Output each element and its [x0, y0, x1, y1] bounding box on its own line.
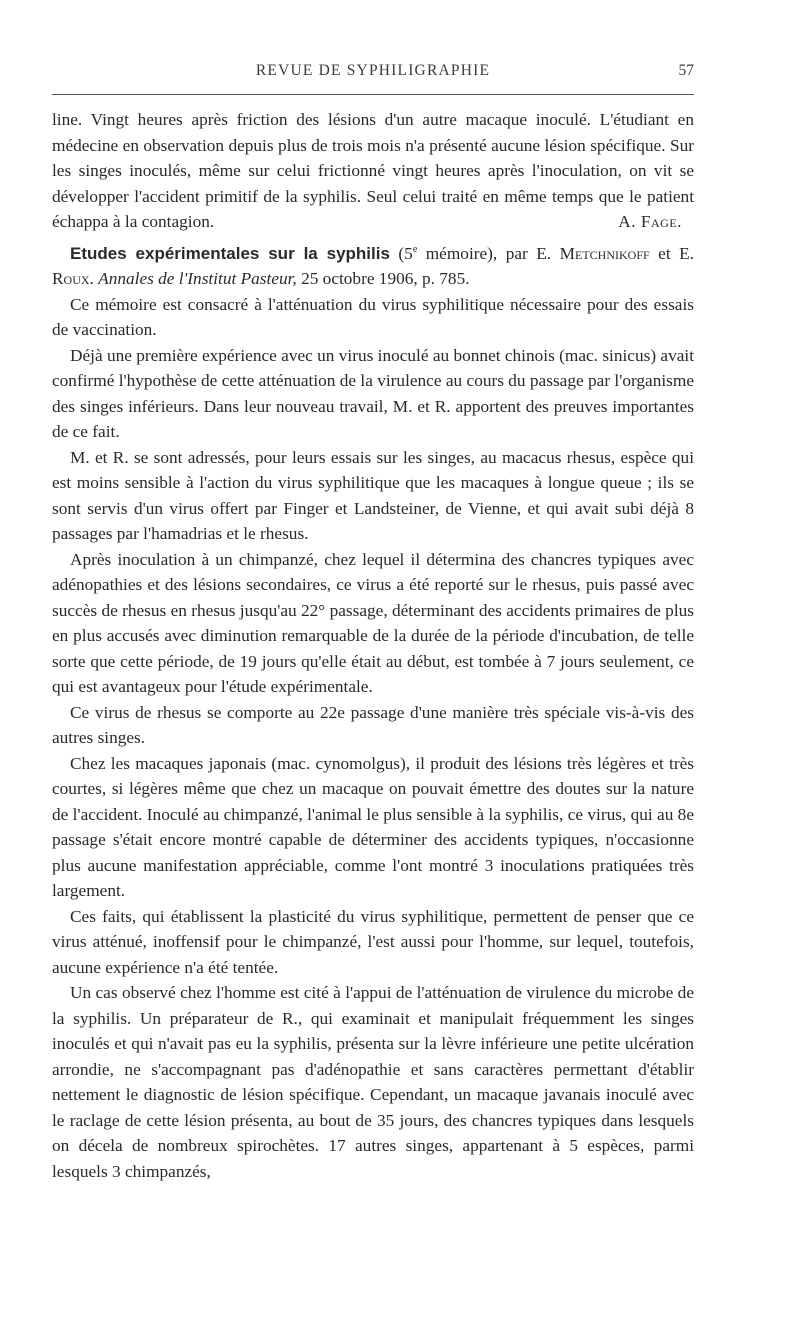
review1-signature: A. Fage.	[618, 212, 682, 231]
document-page	[52, 58, 694, 1184]
author-roux: Roux	[52, 269, 90, 288]
paragraph: M. et R. se sont adressés, pour leurs essais sur les singes, au macacus rhesus, espèce qui est moins sensible à l'action du virus syphilitique que les macaques à longue queue ; ils se sont servis d'un virus offert par Finger et Landsteiner, de Vienne, et qui avait subi déjà 8 passages par l'hamadrias et le rhesus.	[52, 447, 694, 543]
review1-paragraph	[52, 107, 694, 235]
paragraph: Chez les macaques japonais (mac. cynomolgus), il produit des lésions très légères et très courtes, si légères même que chez un macaque on pouvait émettre des doutes sur la nature de l'accident. Inoculé au chimpanzé, l'animal le plus sensible à la syphilis, ce virus, qui au 8e passage s'était encore montré capable de déterminer des accidents typiques, n'occasionne plus aucune manifestation appréciable, comme l'ont montré 3 inoculations pratiquées très largement.	[52, 753, 694, 900]
journal-name: Annales de l'Institut Pasteur,	[98, 269, 297, 288]
memoir-close: mémoire), par E.	[417, 243, 560, 263]
citation-sep: .	[89, 269, 99, 288]
author-connector: et E.	[649, 243, 694, 263]
paragraph: Ce mémoire est consacré à l'atténuation du virus syphilitique nécessaire pour des essais de vaccination.	[52, 294, 694, 339]
paragraph: Déjà une première expérience avec un virus inoculé au bonnet chinois (mac. sinicus) avait confirmé l'hypothèse de cette atténuation de la virulence au cours du passage par l'organisme des singes inférieurs. Dans leur nouveau travail, M. et R. apportent des preuves importantes de ce fait.	[52, 345, 694, 441]
running-header	[52, 58, 694, 84]
author-metchnikoff: Metchnikoff	[559, 243, 650, 263]
paragraph: Après inoculation à un chimpanzé, chez lequel il détermina des chancres typiques avec adénopathies et des lésions secondaires, ce virus a été reporté sur le rhesus, puis passé avec succès de rhesus en rhesus jusqu'au 22° passage, déterminant des accidents primaires de plus en plus accusés avec diminution remarquable de la durée de la période d'incubation, de telle sorte que cette période, de 19 jours qu'elle était au début, est tombée à 7 jours seulement, ce qui est avantageux pour l'étude expérimentale.	[52, 549, 694, 696]
body-text	[52, 107, 694, 1184]
paragraph: Ce virus de rhesus se comporte au 22e passage d'une manière très spéciale vis-à-vis des autres singes.	[52, 702, 694, 747]
memoir-open: (5	[389, 243, 413, 263]
paragraph: Ces faits, qui établissent la plasticité du virus syphilitique, permettent de penser que ce virus atténué, inoffensif pour le chimpanzé, l'est aussi pour l'homme, sur lequel, toutefois, aucune expérience n'a été tentée.	[52, 906, 694, 977]
paragraph: Un cas observé chez l'homme est cité à l'appui de l'atténuation de virulence du microbe de la syphilis. Un préparateur de R., qui examinait et manipulait fréquemment les singes inoculés et qui n'avait pas eu la syphilis, présenta sur la lèvre inférieure une petite ulcération arrondie, ne s'accompagnant pas d'adénopathie et sans caractères permettant d'établir nettement le diagnostic de lésion spécifique. Cependant, un macaque javanais inoculé avec le raclage de cette lésion présenta, au bout de 35 jours, des chancres typiques dans lesquels on décela de nombreux spirochètes. 17 autres singes, appartenant à 5 espèces, parmi lesquels 3 chimpanzés,	[52, 983, 694, 1181]
header-rule	[52, 94, 694, 95]
memoir-sup: e	[412, 243, 418, 255]
review2-heading	[52, 241, 694, 292]
citation-details: 25 octobre 1906, p. 785.	[296, 269, 470, 288]
running-title: REVUE DE SYPHILIGRAPHIE	[255, 62, 491, 79]
page-number: 57	[678, 62, 694, 79]
review2-title: Etudes expérimentales sur la syphilis	[70, 243, 390, 263]
review1-text: line. Vingt heures après friction des lésions d'un autre macaque inoculé. L'étudiant en médecine en observation depuis plus de trois mois n'a présenté aucune lésion spécifique. Sur les singes inoculés, même sur celui frictionné vingt heures après l'inoculation, on vit se développer l'accident primitif de la syphilis. Seul celui traité en même temps que le patient échappa à la contagion.	[52, 110, 694, 231]
